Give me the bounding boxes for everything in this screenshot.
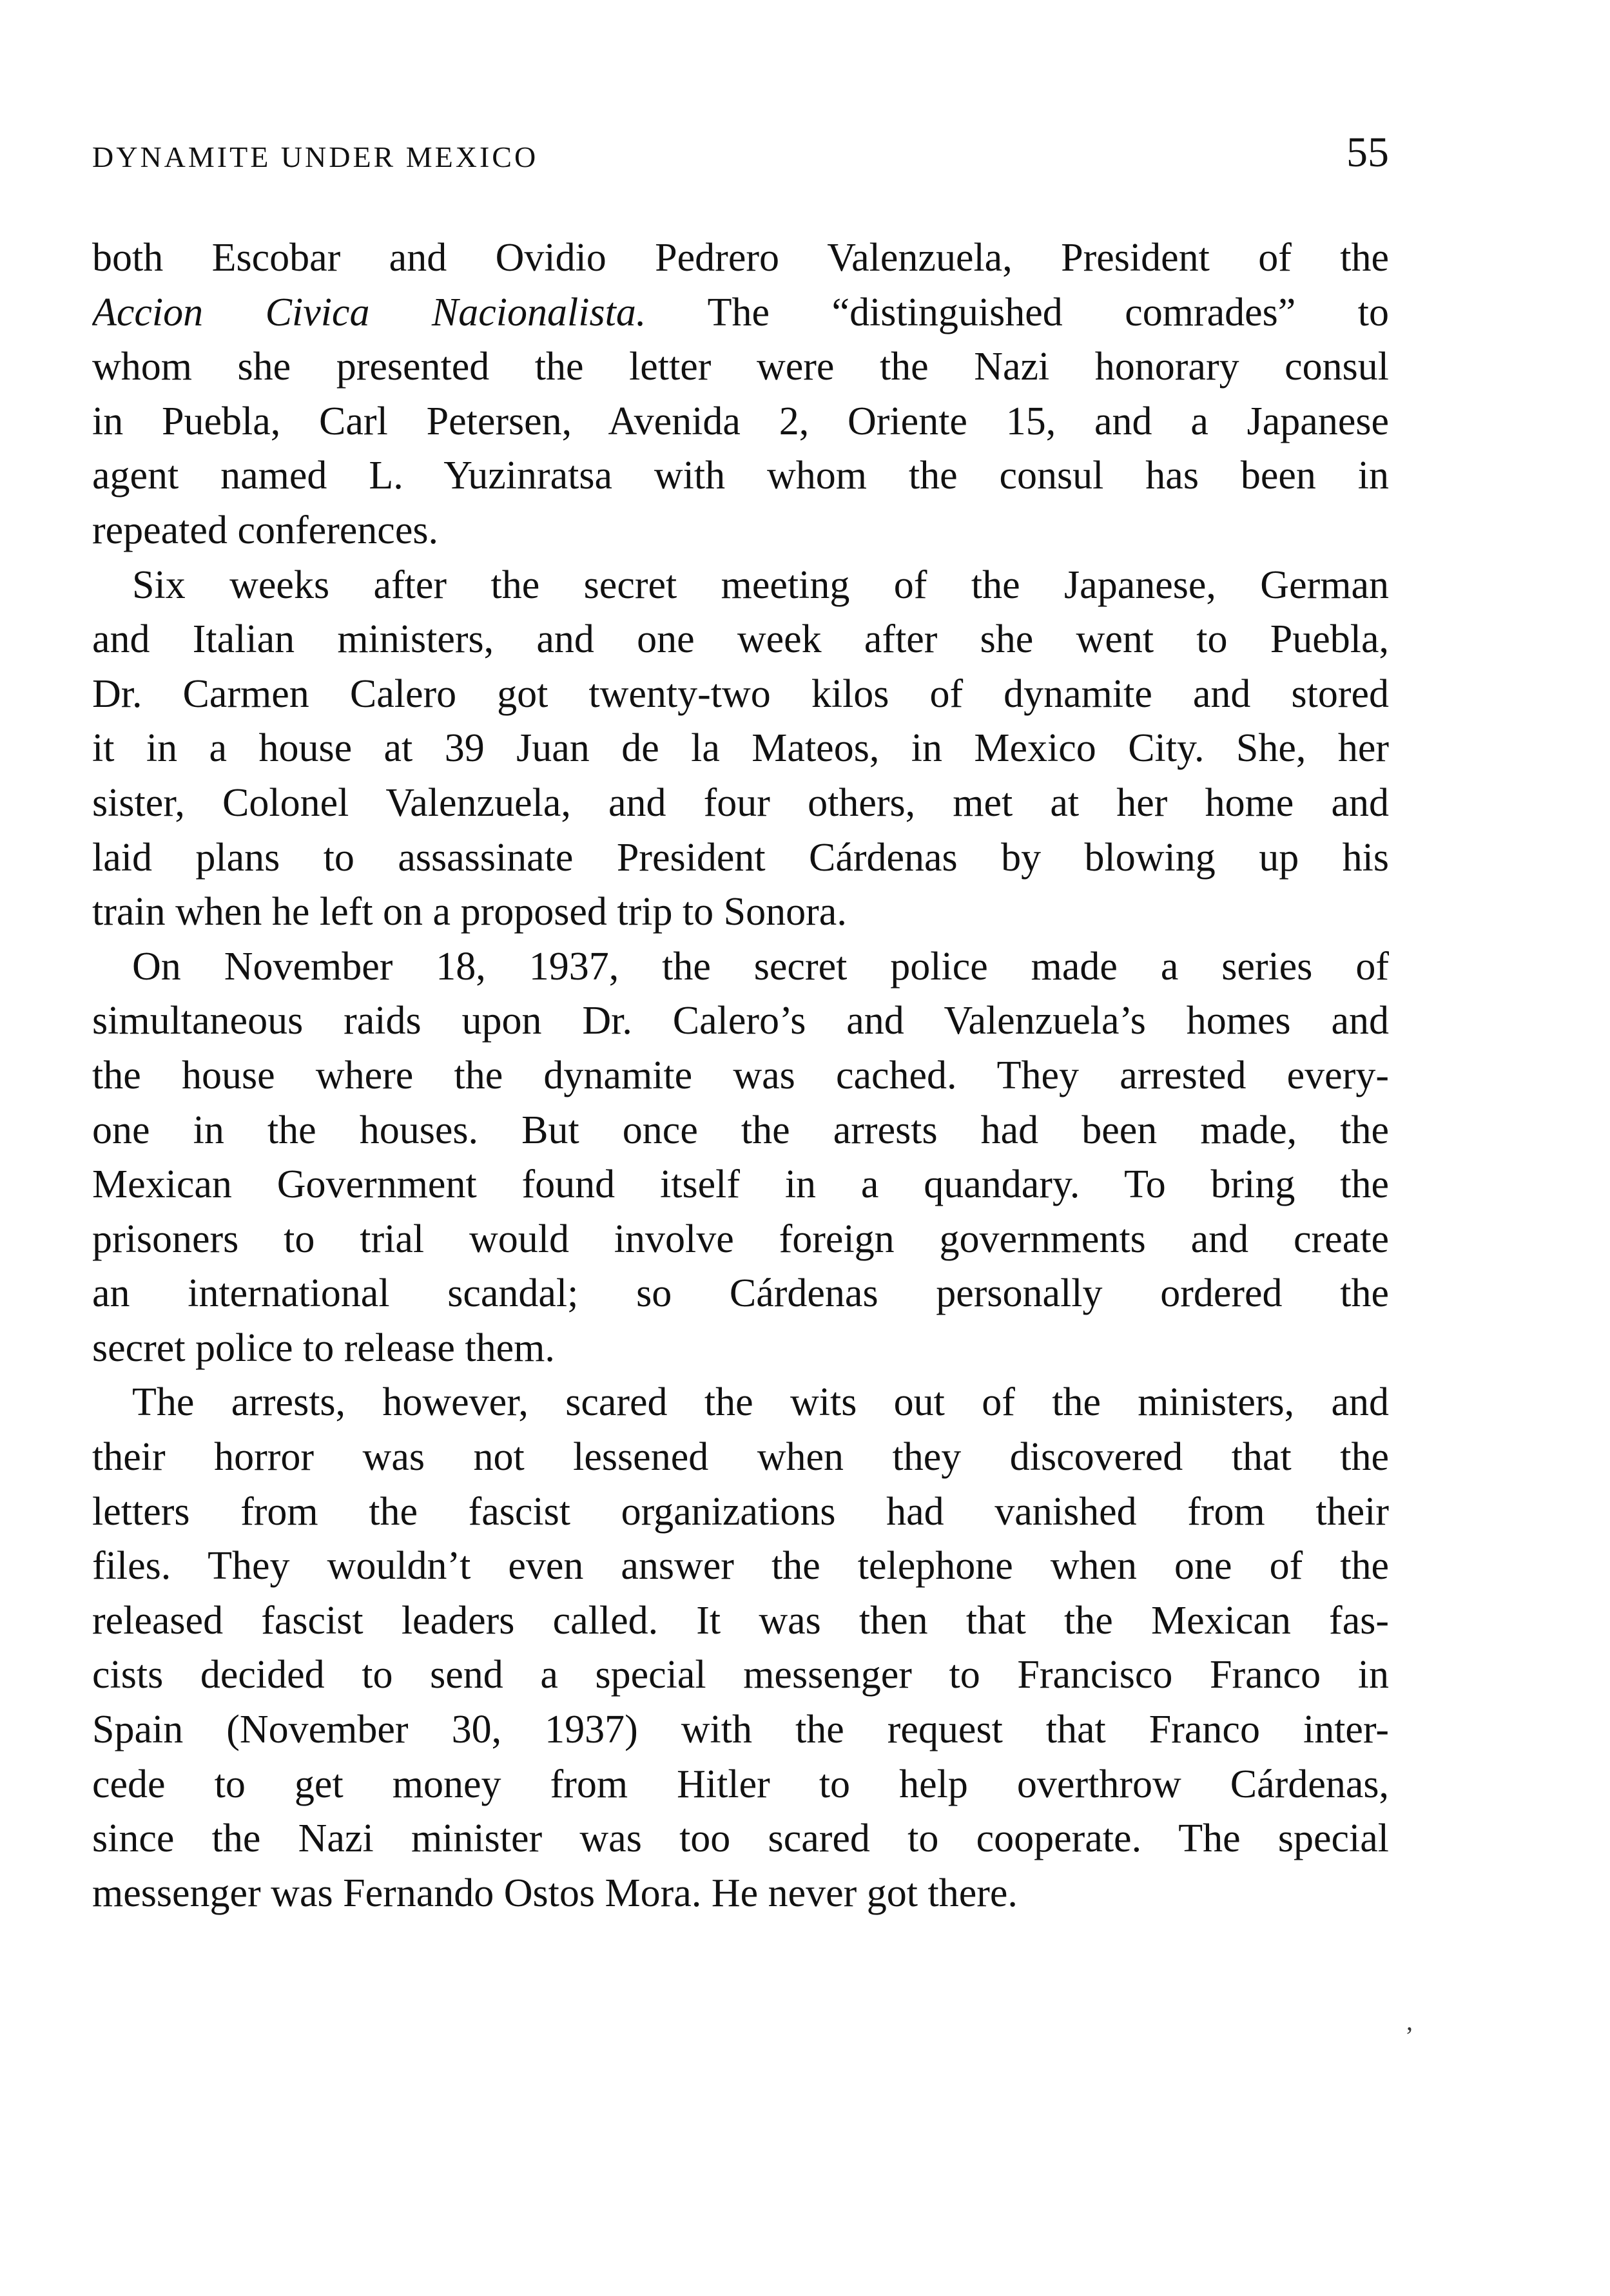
line-text: whom she presented the letter were the Nazi honorary consul: [92, 345, 1389, 389]
line-text: agent named L. Yuzinratsa with whom the consul has been in: [92, 454, 1389, 498]
text-line: [92, 503, 1389, 558]
text-line: messenger was Fernando Ostos Mora. He never got there.: [92, 1871, 1018, 1915]
paragraph-3: [92, 940, 1389, 1376]
text-line: since the Nazi minister was too scared to cooperate. The special: [92, 1817, 1389, 1861]
text-line: Mexican Government found itself in a quandary. To bring the: [92, 1162, 1389, 1207]
paragraph-1: [92, 231, 1389, 558]
text-line: Six weeks after the secret meeting of the Japanese, German: [132, 563, 1389, 607]
text-line: the house where the dynamite was cached. They arrested every-: [92, 1053, 1389, 1097]
paragraph-2: [92, 558, 1389, 940]
text-line: it in a house at 39 Juan de la Mateos, in Mexico City. She, her: [92, 726, 1389, 771]
text-line: prisoners to trial would involve foreign governments and create: [92, 1217, 1389, 1261]
text-line: Spain (November 30, 1937) with the request that Franco inter-: [92, 1708, 1389, 1752]
text-line: [92, 394, 1389, 449]
text-line: The arrests, however, scared the wits out of the ministers, and: [132, 1380, 1389, 1425]
line-text: in Puebla, Carl Petersen, Avenida 2, Oriente 15, and a Japanese: [92, 399, 1389, 443]
line-text: both Escobar and Ovidio Pedrero Valenzuela, President of the: [92, 236, 1389, 280]
text-line: On November 18, 1937, the secret police made a series of: [132, 944, 1389, 989]
text-line: [92, 449, 1389, 503]
text-line: cists decided to send a special messenger to Francisco Franco in: [92, 1653, 1389, 1697]
text-line: [92, 231, 1389, 285]
text-line: sister, Colonel Valenzuela, and four others, met at her home and: [92, 780, 1389, 825]
text-line: train when he left on a proposed trip to Sonora.: [92, 890, 847, 934]
line-text: The “distinguished comrades” to: [646, 290, 1389, 334]
paragraph-4: [92, 1375, 1389, 1920]
text-line: letters from the fascist organizations had vanished from their: [92, 1489, 1389, 1534]
text-line: their horror was not lessened when they discovered that the: [92, 1435, 1389, 1480]
text-line: and Italian ministers, and one week after she went to Puebla,: [92, 617, 1389, 662]
text-line: one in the houses. But once the arrests had been made, the: [92, 1108, 1389, 1152]
text-line: secret police to release them.: [92, 1326, 555, 1370]
text-line: [92, 285, 1389, 340]
text-line: Dr. Carmen Calero got twenty-two kilos of dynamite and stored: [92, 671, 1389, 716]
text-line: simultaneous raids upon Dr. Calero’s and Valenzuela’s homes and: [92, 999, 1389, 1043]
text-line: [92, 340, 1389, 394]
text-line: laid plans to assassinate President Cárdenas by blowing up his: [92, 835, 1389, 880]
text-line: cede to get money from Hitler to help overthrow Cárdenas,: [92, 1762, 1389, 1806]
line-text: repeated conferences.: [92, 508, 438, 552]
running-title: DYNAMITE UNDER MEXICO: [92, 140, 539, 173]
page-number: 55: [1346, 129, 1389, 176]
stray-mark: ʼ: [1405, 2021, 1414, 2050]
running-head: [92, 129, 1389, 180]
text-line: an international scandal; so Cárdenas personally ordered the: [92, 1271, 1389, 1316]
italic-organization-name: Accion Civica Nacionalista.: [92, 290, 646, 334]
body-text: [92, 231, 1389, 1920]
text-line: released fascist leaders called. It was then that the Mexican fas-: [92, 1598, 1389, 1643]
text-line: files. They wouldn’t even answer the telephone when one of the: [92, 1544, 1389, 1588]
